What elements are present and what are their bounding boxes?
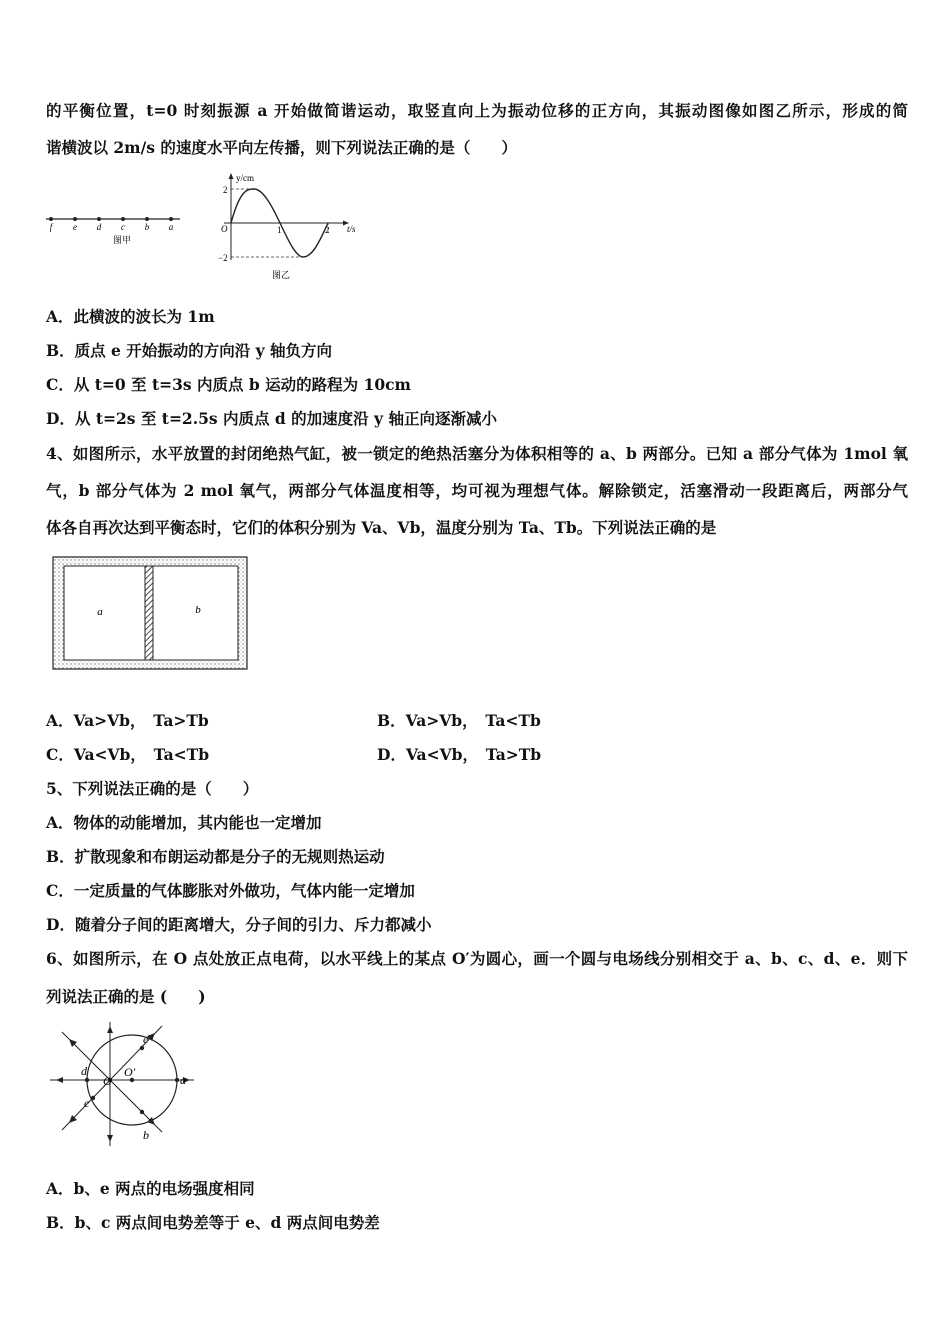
q3-option-a[interactable]: A．此横波的波长为 1m [46, 307, 215, 326]
point-a [175, 1078, 179, 1082]
label-b: b [143, 1128, 149, 1142]
q4-option-a[interactable]: A．Va>Vb， Ta>Tb [46, 711, 209, 730]
figure-yi-vibration-graph [210, 170, 370, 285]
q6-stem-line2: 列说法正确的是 ( ) [46, 987, 206, 1006]
q3-option-c[interactable]: C．从 t=0 至 t=3s 内质点 b 运动的路程为 10cm [46, 375, 411, 394]
q5-option-a[interactable]: A．物体的动能增加，其内能也一定增加 [46, 813, 322, 832]
label-O: O [103, 1074, 112, 1088]
particle-c [121, 217, 125, 221]
particle-b [145, 217, 149, 221]
arrow-left [56, 1077, 63, 1083]
particle-a [169, 217, 173, 221]
origin-label: O [221, 224, 228, 234]
y-tick-top: 2 [223, 185, 228, 195]
figure-electric-field [44, 1018, 204, 1153]
point-c [91, 1096, 95, 1100]
caption-jia: 图甲 [112, 235, 132, 245]
label-b: b [144, 222, 150, 232]
q5-option-c[interactable]: C．一定质量的气体膨胀对外做功，气体内能一定增加 [46, 881, 415, 900]
label-O-prime: O′ [124, 1065, 136, 1079]
point-e [140, 1046, 144, 1050]
q6-option-a[interactable]: A．b、e 两点的电场强度相同 [46, 1179, 255, 1198]
q3-option-d[interactable]: D．从 t=2s 至 t=2.5s 内质点 d 的加速度沿 y 轴正向逐渐减小 [46, 409, 497, 428]
q4-stem-line1: 4、如图所示，水平放置的封闭绝热气缸，被一锁定的绝热活塞分为体积相等的 a、b 两部分。已知 a 部分气体为 1mol 氧 [46, 444, 908, 463]
label-d: d [81, 1064, 87, 1078]
y-axis-arrow [229, 173, 234, 179]
q4-option-d[interactable]: D．Va<Vb， Ta>Tb [377, 745, 542, 764]
q4-stem-line3: 体各自再次达到平衡态时，它们的体积分别为 Va、Vb，温度分别为 Ta、Tb。下列说法正确的是 [46, 518, 717, 537]
x-tick-2: 2 [325, 225, 330, 235]
q3-option-b[interactable]: B．质点 e 开始振动的方向沿 y 轴负方向 [46, 341, 333, 360]
label-d: d [96, 222, 102, 232]
q5-option-b[interactable]: B．扩散现象和布朗运动都是分子的无规则热运动 [46, 847, 385, 866]
q4-option-b[interactable]: B．Va>Vb， Ta<Tb [377, 711, 541, 730]
xlabel: t/s [347, 224, 356, 234]
caption-yi: 图乙 [272, 270, 291, 280]
point-b [140, 1110, 144, 1114]
q4-stem-line2: 气，b 部分气体为 2 mol 氧气，两部分气体温度相等，均可视为理想气体。解除锁定，活塞滑动一段距离后，两部分气 [46, 481, 908, 500]
label-c: c [84, 1096, 90, 1110]
q4-option-c[interactable]: C．Va<Vb， Ta<Tb [46, 745, 210, 764]
ylabel: y/cm [236, 173, 254, 183]
q3-stem-line1: 的平衡位置，t=0 时刻振源 a 开始做简谐运动，取竖直向上为振动位移的正方向，其振动图像如图乙所示，形成的简 [46, 101, 908, 120]
particle-d [97, 217, 101, 221]
arrow-up [107, 1026, 113, 1033]
particle-f [49, 217, 53, 221]
q5-option-d[interactable]: D．随着分子间的距离增大，分子间的引力、斥力都减小 [46, 915, 432, 934]
point-d [85, 1078, 89, 1082]
q6-option-b[interactable]: B．b、c 两点间电势差等于 e、d 两点间电势差 [46, 1213, 380, 1232]
field-line-diag-down [62, 1032, 162, 1132]
figure-cylinder [50, 555, 250, 671]
piston [145, 566, 153, 660]
figure-jia-particles [40, 205, 190, 255]
label-a: a [180, 1073, 186, 1087]
y-tick-bottom: −2 [218, 253, 228, 263]
label-f: f [49, 222, 53, 232]
label-gas-a: a [97, 606, 103, 618]
x-tick-1: 1 [277, 225, 282, 235]
particle-e [73, 217, 77, 221]
q3-stem-line2: 谐横波以 2m/s 的速度水平向左传播，则下列说法正确的是（ ） [46, 138, 517, 157]
q5-stem: 5、下列说法正确的是（ ） [46, 779, 259, 798]
label-a: a [168, 222, 174, 232]
label-e: e [73, 222, 77, 232]
label-c: c [121, 222, 125, 232]
label-gas-b: b [195, 604, 201, 616]
label-e: e [143, 1032, 149, 1046]
arrow-down [107, 1135, 113, 1142]
q6-stem-line1: 6、如图所示，在 O 点处放正点电荷，以水平线上的某点 O′为圆心，画一个圆与电场线分别相交于 a、b、c、d、e．则下 [46, 949, 908, 968]
